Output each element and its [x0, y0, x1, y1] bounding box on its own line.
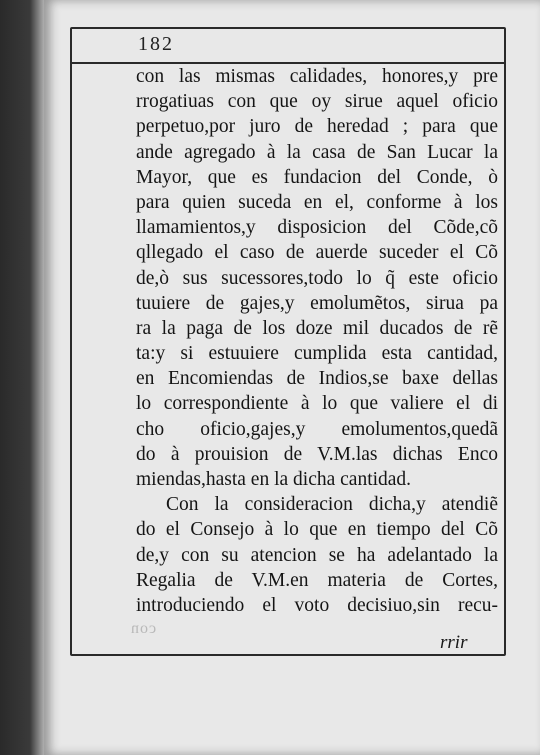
text-line: ande agregado à la casa de San Lucar la [136, 141, 498, 163]
text-line: qllegado el caso de auerde suceder el Cõ [136, 242, 498, 264]
text-line: de,y con su atencion se ha adelantado la [136, 544, 498, 566]
text-line: do à prouision de V.M.las dichas Enco [136, 443, 498, 465]
text-line: cho oficio,gajes,y emolumentos,quedã [136, 418, 498, 440]
text-line: miendas,hasta en la dicha cantidad. [136, 469, 412, 490]
text-line: ra la paga de los doze mil ducados de rẽ [136, 317, 498, 339]
text-line: introduciendo el voto decisiuo,sin recu- [136, 594, 498, 616]
bleed-through-text: con [130, 620, 157, 637]
text-line: con las mismas calidades, honores,y pre [136, 66, 498, 87]
text-line: llamamientos,y disposicion del Cõde,cõ [136, 217, 498, 239]
body-text [136, 64, 498, 618]
text-line: do el Consejo à lo que en tiempo del Cõ [136, 519, 498, 541]
text-line: ta:y si estuuiere cumplida esta cantidad, [136, 343, 498, 365]
page-number: 182 [138, 33, 174, 55]
text-line: lo correspondiente à lo que valiere el di [136, 393, 498, 415]
text-line: Con la consideracion dicha,y atendiẽ [166, 494, 498, 516]
text-line: de,ò sus sucessores,todo lo q̃ este oficio [136, 267, 498, 289]
text-line: tuuiere de gajes,y emolumẽtos, sirua pa [136, 292, 498, 314]
text-line: para quien suceda en el, conforme à los [136, 191, 498, 213]
catchword: rrir [440, 632, 468, 653]
text-line: perpetuo,por juro de heredad ; para que [136, 116, 498, 138]
text-line: Regalia de V.M.en materia de Cortes, [136, 569, 498, 591]
text-line: Mayor, que es fundacion del Conde, ò [136, 166, 498, 188]
text-line: rrogatiuas con que oy sirue aquel oficio [136, 91, 498, 113]
text-line: en Encomiendas de Indios,se baxe dellas [136, 368, 498, 390]
